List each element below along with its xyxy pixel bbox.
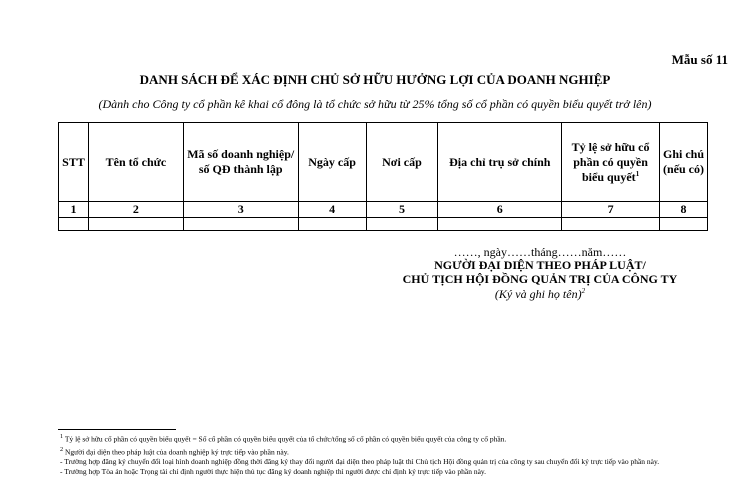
footnote-text: - Trường hợp Tòa án hoặc Trọng tài chỉ định người thực hiện thủ tục đăng ký doanh nghiệp thì người được chỉ định ký trực tiếp vào phần này. bbox=[60, 467, 487, 476]
empty-cell bbox=[88, 218, 183, 231]
signature-title-line2: CHỦ TỊCH HỘI ĐỒNG QUẢN TRỊ CỦA CÔNG TY bbox=[402, 272, 678, 286]
column-number: 6 bbox=[438, 202, 562, 218]
footnotes bbox=[60, 432, 720, 477]
empty-cell bbox=[366, 218, 438, 231]
footnote-text: Tỷ lệ sở hữu cổ phần có quyền biểu quyết = Số cổ phần có quyền biểu quyết của tổ chức/tổng số cổ phần có quyền biểu quyết của công ty cổ phần. bbox=[63, 434, 507, 444]
empty-cell bbox=[438, 218, 562, 231]
footnote-item bbox=[60, 432, 720, 445]
column-number: 3 bbox=[183, 202, 298, 218]
document-title: DANH SÁCH ĐỂ XÁC ĐỊNH CHỦ SỞ HỮU HƯỞNG LỢI CỦA DOANH NGHIỆP bbox=[139, 72, 611, 87]
form-number: Mẫu số 11 bbox=[671, 52, 728, 67]
header-issue-place: Nơi cấp bbox=[366, 123, 438, 202]
footnote-divider bbox=[58, 429, 176, 430]
header-organization-name: Tên tổ chức bbox=[88, 123, 183, 202]
footnote-marker: 2 bbox=[60, 445, 64, 453]
footnote-item bbox=[60, 457, 720, 467]
header-enterprise-code: Mã số doanh nghiệp/ số QĐ thành lập bbox=[183, 123, 298, 202]
table-header-row bbox=[59, 123, 708, 202]
column-number: 2 bbox=[88, 202, 183, 218]
empty-cell bbox=[298, 218, 366, 231]
document-subtitle: (Dành cho Công ty cổ phần kê khai cổ đông là tổ chức sở hữu từ 25% tổng số cổ phần có quyền biểu quyết trở lên) bbox=[98, 97, 652, 111]
header-ownership-ratio-text: Tỷ lệ sở hữu cổ phần có quyền biểu quyết bbox=[571, 139, 650, 184]
signature-instruction bbox=[380, 287, 700, 302]
footnote-text: - Trường hợp đăng ký chuyển đổi loại hình doanh nghiệp đồng thời đăng ký thay đổi người đại diện theo pháp luật thì Chủ tịch Hội đồng quản trị của công ty sau chuyển đổi ký trực tiếp vào phần này. bbox=[60, 457, 660, 466]
footnote-marker: 1 bbox=[635, 169, 640, 178]
header-head-office-address: Địa chỉ trụ sở chính bbox=[438, 123, 562, 202]
empty-cell bbox=[562, 218, 660, 231]
footnote-marker: 2 bbox=[581, 287, 586, 295]
column-number: 1 bbox=[59, 202, 89, 218]
signature-instruction-text: (Ký và ghi họ tên) bbox=[494, 287, 582, 301]
footnote-item bbox=[60, 445, 720, 458]
column-number: 8 bbox=[660, 202, 708, 218]
shareholder-table bbox=[58, 122, 708, 231]
empty-cell bbox=[183, 218, 298, 231]
signature-title-line1: NGƯỜI ĐẠI DIỆN THEO PHÁP LUẬT/ bbox=[434, 258, 646, 272]
header-issue-date: Ngày cấp bbox=[298, 123, 366, 202]
footnote-marker: 1 bbox=[60, 433, 64, 440]
empty-cell bbox=[59, 218, 89, 231]
table-empty-row bbox=[59, 218, 708, 231]
empty-cell bbox=[660, 218, 708, 231]
column-number: 5 bbox=[366, 202, 438, 218]
footnote-item bbox=[60, 467, 720, 477]
table-number-row bbox=[59, 202, 708, 218]
signature-date-line: ……, ngày……tháng……năm…… bbox=[453, 245, 627, 259]
header-notes: Ghi chú (nếu có) bbox=[660, 123, 708, 202]
header-ownership-ratio bbox=[562, 123, 660, 202]
footnote-text: Người đại diện theo pháp luật của doanh nghiệp ký trực tiếp vào phần này. bbox=[63, 447, 289, 456]
column-number: 4 bbox=[298, 202, 366, 218]
header-stt: STT bbox=[59, 123, 89, 202]
column-number: 7 bbox=[562, 202, 660, 218]
